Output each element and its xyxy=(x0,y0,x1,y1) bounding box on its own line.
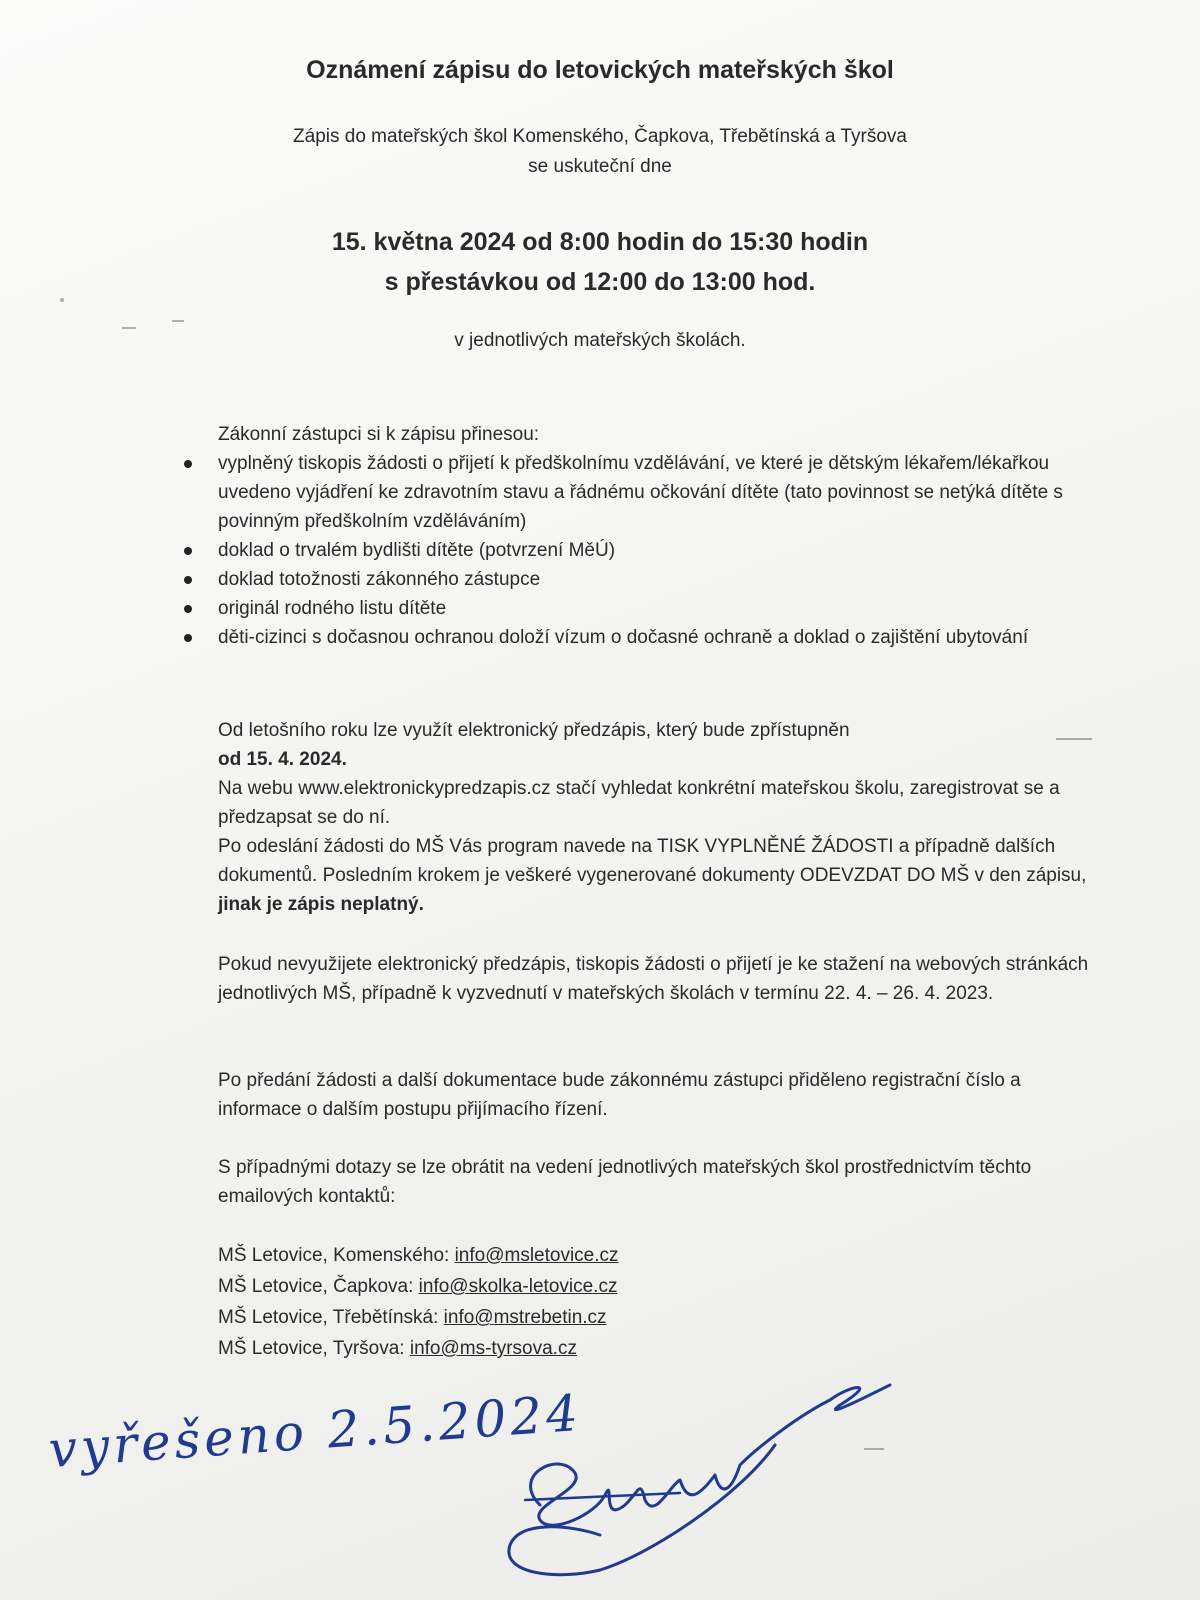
list-item xyxy=(218,449,1098,536)
list-item xyxy=(218,536,1098,565)
contact-row xyxy=(218,1302,1098,1333)
handover-info: Po předání žádosti a další dokumentace bude zákonnému zástupci přiděleno registrační číslo a informace o dalším postupu přijímacího řízení. xyxy=(218,1070,1021,1120)
contact-row xyxy=(218,1240,1098,1271)
electronic-preregistration xyxy=(218,716,1098,919)
list-item-text: doklad totožnosti zákonného zástupce xyxy=(218,569,541,590)
electronic-date: od 15. 4. 2024. xyxy=(218,749,347,770)
list-item-text: vyplněný tiskopis žádosti o přijetí k předškolnímu vzdělávání, ve které je dětským lékařem/lékařkou uvedeno vyjádření ke zdravotním stavu a řádnému očkování dítěte (tato povinnost se netýká dítěte s povinným předškolním vzděláváním) xyxy=(218,453,1063,532)
manual-application: Pokud nevyužijete elektronický předzápis, tiskopis žádosti o přijetí je ke stažení na webových stránkách jednotlivých MŠ, případně k vyzvednutí v mateřských školách v termínu 22. 4. – 26. 4. 2023. xyxy=(218,954,1089,1004)
scan-mark xyxy=(1056,738,1092,740)
invalid-warning: jinak je zápis neplatný. xyxy=(218,894,424,915)
bullet-icon xyxy=(184,576,192,584)
list-item-text: originál rodného listu dítěte xyxy=(218,598,447,619)
contacts-list xyxy=(218,1240,1098,1364)
bullet-icon xyxy=(184,605,192,613)
subtitle xyxy=(0,122,1200,182)
contact-row xyxy=(218,1271,1098,1302)
contact-email-link[interactable]: info@msletovice.cz xyxy=(454,1245,619,1266)
date-block xyxy=(0,222,1200,302)
contact-label: MŠ Letovice, Tyršova: xyxy=(218,1338,410,1359)
list-item-text: doklad o trvalém bydlišti dítěte (potvrzení MěÚ) xyxy=(218,540,616,561)
bullet-icon xyxy=(184,634,192,642)
list-item xyxy=(218,623,1098,652)
contact-email-link[interactable]: info@ms-tyrsova.cz xyxy=(409,1338,577,1359)
scan-mark xyxy=(60,298,64,302)
bullet-icon xyxy=(184,460,192,468)
electronic-line-3: Na webu www.elektronickypredzapis.cz stačí vyhledat konkrétní mateřskou školu, zaregistrovat se a předzapsat se do ní. xyxy=(218,778,1060,828)
handwritten-note xyxy=(40,1355,940,1595)
scan-mark xyxy=(122,327,136,329)
list-item xyxy=(218,565,1098,594)
contact-label: MŠ Letovice, Třebětínská: xyxy=(218,1307,444,1328)
contact-email-link[interactable]: info@skolka-letovice.cz xyxy=(418,1276,618,1297)
electronic-instructions: Po odeslání žádosti do MŠ Vás program navede na TISK VYPLNĚNÉ ŽÁDOSTI a případně dalších dokumentů. Posledním krokem je veškeré vygenerované dokumenty ODEVZDAT DO MŠ v den zápisu, xyxy=(218,836,1087,886)
list-item-text: děti-cizinci s dočasnou ochranou doloží vízum o dočasné ochraně a doklad o zajištění ubytování xyxy=(218,627,1029,648)
contact-label: MŠ Letovice, Komenského: xyxy=(218,1245,455,1266)
scan-mark xyxy=(172,320,184,322)
contact-email-link[interactable]: info@mstrebetin.cz xyxy=(443,1307,607,1328)
questions-info: S případnými dotazy se lze obrátit na vedení jednotlivých mateřských škol prostřednictvím těchto emailových kontaktů: xyxy=(218,1157,1032,1207)
date-line-1: 15. května 2024 od 8:00 hodin do 15:30 hodin xyxy=(331,228,869,256)
bring-list xyxy=(218,449,1098,652)
subtitle-line-1: Zápis do mateřských škol Komenského, Čapkova, Třebětínská a Tyršova xyxy=(293,126,907,147)
subtitle-line-2: se uskuteční dne xyxy=(528,156,672,177)
list-item xyxy=(218,594,1098,623)
bring-section xyxy=(218,420,1098,652)
location-text: v jednotlivých mateřských školách. xyxy=(454,330,746,351)
date-line-2: s přestávkou od 12:00 do 13:00 hod. xyxy=(384,268,816,296)
scan-mark xyxy=(864,1448,884,1450)
page-title: Oznámení zápisu do letovických mateřských škol xyxy=(306,56,894,84)
electronic-line-1: Od letošního roku lze využít elektronický předzápis, který bude zpřístupněn xyxy=(218,720,850,741)
bullet-icon xyxy=(184,547,192,555)
electronic-line-4 xyxy=(218,832,1098,919)
contact-label: MŠ Letovice, Čapkova: xyxy=(218,1276,419,1297)
handwritten-date: vyřešeno 2.5.2024 xyxy=(46,1383,584,1479)
bring-intro: Zákonní zástupci si k zápisu přinesou: xyxy=(218,424,540,445)
